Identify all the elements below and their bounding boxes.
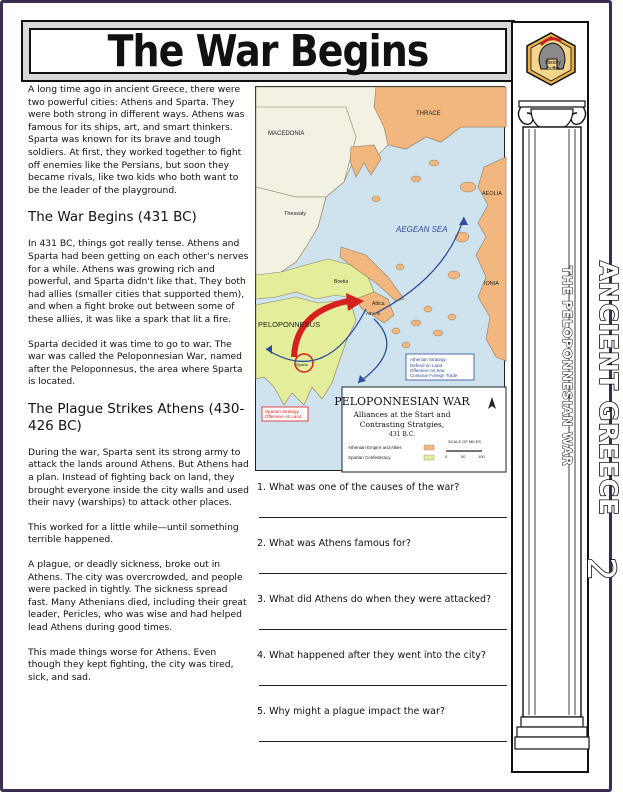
athenian-strategy-line-2: Offensive on Sea (410, 368, 445, 373)
spartan-strategy-line: Offensive on Land (265, 414, 302, 419)
question-item (257, 649, 507, 705)
intro-paragraph: A long time ago in ancient Greece, there were two powerful cities: Athens and Sparta. They were both strong in different ways. Athens was famous for its ships, art, and smart thinkers. Sparta was known for its brave and tough soldiers. At first, they worked together to fight off enemies like the Persians, but soon they became rivals, like two kids who both want to be the leader of the playground. (28, 84, 245, 196)
label-boetia: Boetia (334, 279, 349, 285)
question-4-text: 4. What happened after they went into the city? (257, 650, 486, 661)
section-heading-war-begins: The War Begins (431 BC) (28, 209, 197, 226)
land-asia-minor (476, 157, 506, 361)
side-banner (511, 21, 623, 773)
athenian-strategy-title: Athenian Strategy: (410, 357, 448, 362)
question-3-text: 3. What did Athens do when they were attacked? (257, 594, 492, 605)
label-peloponnesus: PELOPONNESUS (258, 320, 321, 329)
questions-section (257, 481, 507, 761)
scale-label: SCALE OF MILES (448, 439, 481, 444)
land-macedonia (256, 107, 356, 197)
map-illustration (256, 87, 506, 472)
label-ionia: IONIA (484, 281, 499, 287)
logo-text-line-2: Buffet (546, 66, 560, 72)
title-banner (21, 20, 515, 82)
label-sparta: Sparta (296, 362, 308, 367)
label-attica: Attica (372, 301, 385, 307)
scale-tick-100: 100 (478, 454, 485, 459)
label-macedonia: MACEDONIA (268, 131, 305, 137)
label-aegean-sea: AEGEAN SEA (396, 225, 448, 234)
legend-title: PELOPONNESIAN WAR (334, 395, 470, 408)
legend-item-spartan: Spartan Confederacy (348, 455, 391, 460)
spartan-strategy-title: Spartan Strategy: (265, 409, 301, 414)
side-subtitle-peloponnesian-war: THE PELOPONNESIAN WAR (560, 266, 575, 467)
question-1-text: 1. What was one of the causes of the war? (257, 482, 460, 493)
question-item (257, 481, 507, 537)
plague-paragraph-1: During the war, Sparta sent its strong army to attack the lands around Athens. But Athens had a plan. Instead of fighting back on land, they brought everyone inside the city walls and used their navy (warships) to attack other places. (28, 446, 249, 509)
page-title: The War Begins (107, 25, 429, 77)
side-title-ancient-greece: ANCIENT GREECE (594, 261, 623, 517)
plague-paragraph-3: A plague, or deadly sickness, broke out in Athens. The city was overcrowded, and people were packed in tightly. The sickness spread fast. Many Athenians died, including their great leader, Pericles, who was wise and had helped lead Athens during good times. (28, 559, 247, 633)
legend-subtitle-1: Alliances at the Start and (353, 410, 451, 419)
title-inner-frame (29, 25, 507, 77)
answer-line (259, 573, 507, 574)
legend-swatch-spartan (424, 455, 434, 460)
scale-tick-0: 0 (445, 454, 448, 459)
answer-line (259, 685, 507, 686)
answer-line (259, 741, 507, 742)
scale-tick-50: 50 (461, 454, 466, 459)
answer-line (259, 629, 507, 630)
question-item (257, 537, 507, 593)
peloponnesian-war-map (255, 86, 505, 471)
side-title-area (513, 23, 623, 775)
question-2-text: 2. What was Athens famous for? (257, 538, 411, 549)
athenian-route-south (358, 319, 387, 383)
war-begins-paragraph-1: In 431 BC, things got really tense. Athens and Sparta had been getting on each other's nerves for a while. Athens was growing rich and powerful, and Sparta didn't like that. They both had allies (smaller cities that supported them), and when a fight broke out between some of these allies, it was like a spark that lit a fire. (28, 238, 249, 325)
lesson-number: 2 (579, 557, 623, 582)
legend-date: 431 B.C. (389, 431, 415, 438)
athenian-strategy-line-3: Continue Foreign Trade (410, 373, 458, 378)
label-thrace: THRACE (416, 111, 441, 117)
label-athens: Athens (366, 311, 381, 316)
label-aeolia: AEOLIA (482, 191, 502, 197)
question-item (257, 593, 507, 649)
article-column (28, 84, 250, 696)
land-attica (356, 292, 394, 323)
logo-text-line-1: History (545, 60, 561, 66)
legend-swatch-athenian (424, 445, 434, 450)
aegean-islands (372, 160, 476, 360)
label-thessaly: Thessaly (284, 211, 307, 217)
athenian-strategy-line-1: Defend on Land (410, 363, 443, 368)
plague-paragraph-4: This made things worse for Athens. Even though they kept fighting, the city was tired, sick, and sad. (28, 646, 234, 683)
plague-paragraph-2: This worked for a little while—until something terrible happened. (28, 521, 239, 546)
question-item (257, 705, 507, 761)
land-thrace (374, 87, 506, 149)
war-begins-paragraph-2: Sparta decided it was time to go to war. The war was called the Peloponnesian War, named after the Peloponnesus, the area where Sparta is located. (28, 338, 243, 388)
legend-item-athenian: Athenian Empire and Allies (348, 445, 402, 450)
answer-line (259, 517, 507, 518)
question-5-text: 5. Why might a plague impact the war? (257, 706, 445, 717)
section-heading-plague: The Plague Strikes Athens (430-426 BC) (28, 400, 245, 434)
legend-subtitle-2: Contrasting Stratgies, (359, 420, 445, 429)
land-chalcidice (350, 145, 381, 177)
